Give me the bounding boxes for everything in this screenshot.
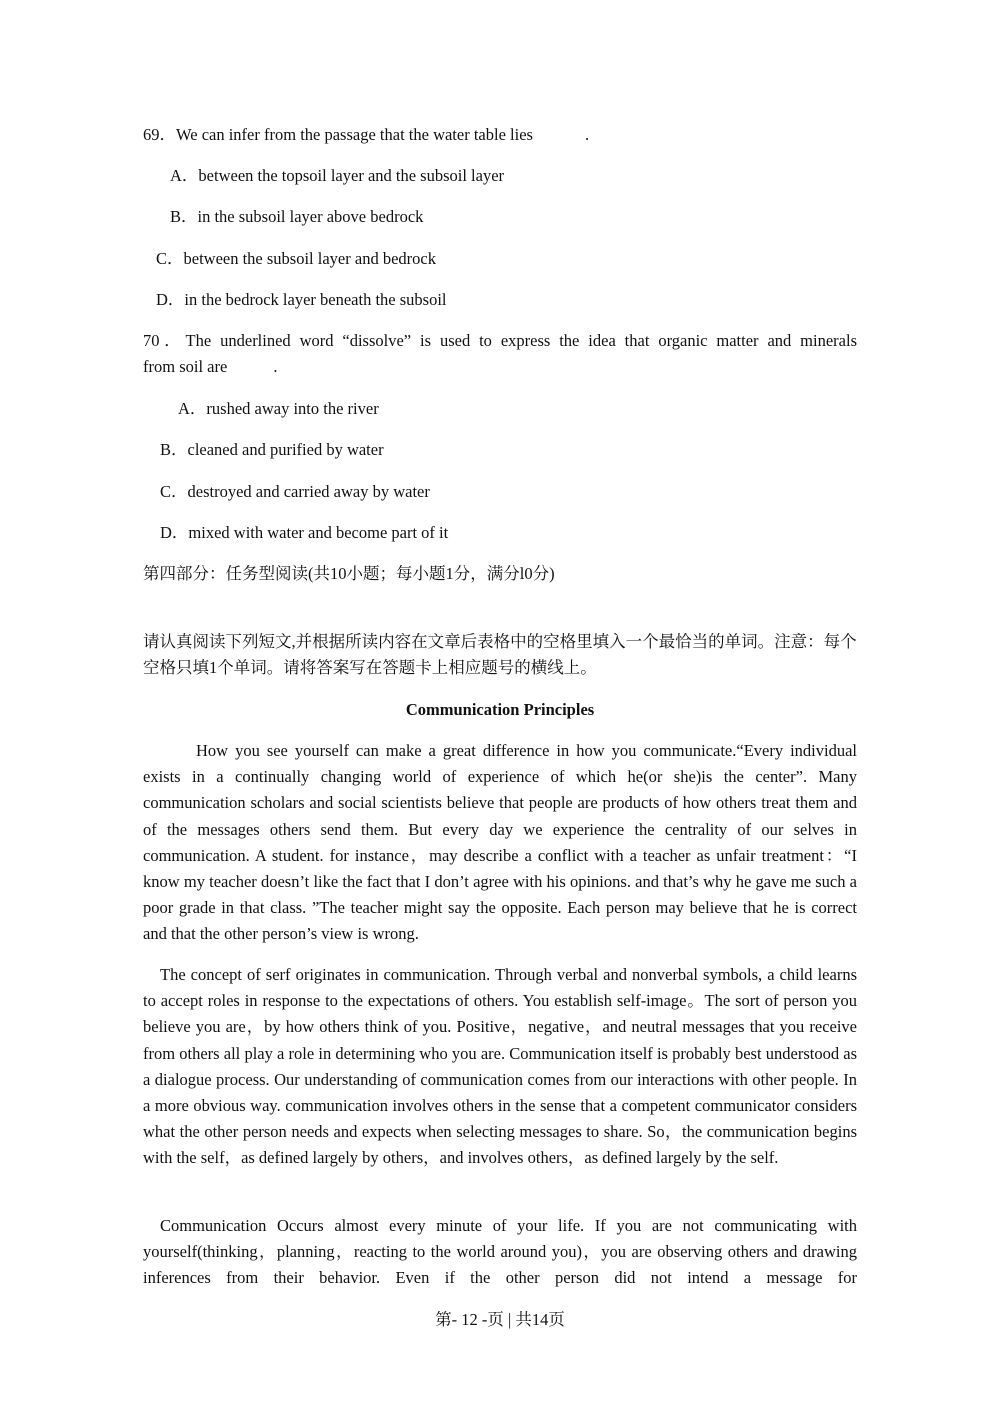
question-69-option-c: C．between the subsoil layer and bedrock xyxy=(156,249,436,268)
question-69-option-d: D．in the bedrock layer beneath the subsoil xyxy=(156,290,447,309)
question-70-stem-line1: 70．The underlined word “dissolve” is used to express the idea that organic matter and minerals xyxy=(143,331,857,350)
question-69-option-a: A．between the topsoil layer and the subsoil layer xyxy=(170,166,505,185)
instructions: 请认真阅读下列短文,并根据所读内容在文章后表格中的空格里填入一个最恰当的单词。注意：每个空格只填1个单词。请将答案写在答题卡上相应题号的横线上。 xyxy=(143,632,857,677)
question-70-stem-line2: from soil are . xyxy=(143,357,278,376)
passage-paragraph-2: The concept of serf originates in communication. Through verbal and nonverbal symbols, a child learns to accept roles in response to the expectations of others. You establish self-image。The sort of person you believe you are，by how others think of you. Positive，negative，and neutral messages that you receive from others all play a role in determining who you are. Communication itself is probably best understood as a dialogue process. Our understanding of communication comes from our interactions with other people. In a more obvious way. communication involves others in the sense that a competent communicator considers what the other person needs and expects when selecting messages to share. So，the communication begins with the self，as defined largely by others，and involves others，as defined largely by the self. xyxy=(143,965,857,1168)
question-70-option-a: A．rushed away into the river xyxy=(178,399,379,418)
question-69-option-b: B．in the subsoil layer above bedrock xyxy=(170,207,424,226)
question-70-option-d: D．mixed with water and become part of it xyxy=(160,523,449,542)
passage-paragraph-1: How you see yourself can make a great difference in how you communicate.“Every individual exists in a continually changing world of experience of which he(or she)is the center”. Many communication scholars and social scientists believe that people are products of how others treat them and of the messages others send them. But every day we experience the centrality of our selves in communication. A student. for instance，may describe a conflict with a teacher as unfair treatment：“I know my teacher doesn’t like the fact that I don’t agree with his opinions. and that’s why he gave me such a poor grade in that class. ”The teacher might say the opposite. Each person may believe that he is correct and that the other person’s view is wrong. xyxy=(143,741,857,944)
question-70-option-b: B．cleaned and purified by water xyxy=(160,440,384,459)
passage-title: Communication Principles xyxy=(405,700,595,719)
passage-paragraph-3: Communication Occurs almost every minute of your life. If you are not communicating with yourself(thinking，planning，reacting to the world around you)，you are observing others and drawing inferences from their behavior. Even if the other person did not intend a message for xyxy=(143,1216,857,1288)
page-footer: 第- 12 -页 | 共14页 xyxy=(435,1310,565,1329)
question-70-option-c: C．destroyed and carried away by water xyxy=(160,482,430,501)
section-heading: 第四部分：任务型阅读(共10小题；每小题1分，满分l0分) xyxy=(143,564,555,583)
question-69-stem: 69．We can infer from the passage that the water table lies . xyxy=(143,125,590,144)
